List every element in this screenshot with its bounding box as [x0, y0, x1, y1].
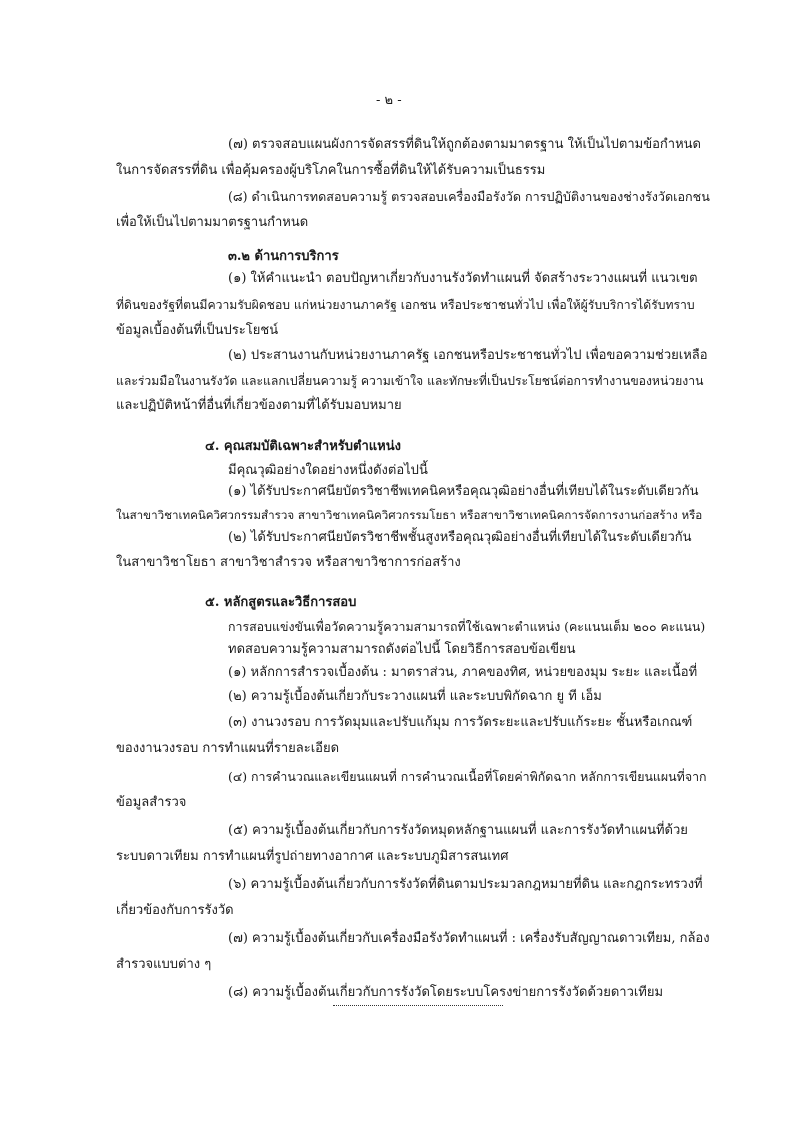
item-7-line-2: ในการจัดสรรที่ดิน เพื่อคุ้มครองผู้บริโภคในการซื้อที่ดินให้ได้รับความเป็นธรรม	[116, 163, 546, 178]
section-5-intro-2: ทดสอบความรู้ความสามารถดังต่อไปนี้ โดยวิธีการสอบข้อเขียน	[228, 642, 576, 657]
exam-topic-7-line-1: (๗) ความรู้เบื้องต้นเกี่ยวกับเครื่องมือรังวัดทำแผนที่ : เครื่องรับสัญญาณดาวเทียม, กล้อง	[228, 931, 710, 946]
service-item-1-line-2: ที่ดินของรัฐที่ตนมีความรับผิดชอบ แก่หน่วยงานภาครัฐ เอกชน หรือประชาชนทั่วไป เพื่อให้ผู้รับบริการได้รับทราบ	[116, 298, 695, 312]
qualification-1-line-2: ในสาขาวิชาเทคนิควิศวกรรมสำรวจ สาขาวิชาเทคนิควิศวกรรมโยธา หรือสาขาวิชาเทคนิคการจัดการงานก่อสร้าง หรือ	[116, 508, 703, 522]
service-item-1-line-1: (๑) ให้คำแนะนำ ตอบปัญหาเกี่ยวกับงานรังวัดทำแผนที่ จัดสร้างระวางแผนที่ แนวเขต	[228, 271, 698, 286]
exam-topic-5-line-2: ระบบดาวเทียม การทำแผนที่รูปถ่ายทางอากาศ และระบบภูมิสารสนเทศ	[116, 849, 509, 864]
page-number: - ๒ -	[376, 93, 402, 108]
service-item-1-line-3: ข้อมูลเบื้องต้นที่เป็นประโยชน์	[116, 323, 279, 338]
section-5-intro-1: การสอบแข่งขันเพื่อวัดความรู้ความสามารถที่ใช้เฉพาะตำแหน่ง (คะแนนเต็ม ๒๐๐ คะแนน)	[228, 619, 706, 634]
qualification-1-line-1: (๑) ได้รับประกาศนียบัตรวิชาชีพเทคนิคหรือคุณวุฒิอย่างอื่นที่เทียบได้ในระดับเดียวกัน	[228, 484, 699, 499]
exam-topic-6-line-1: (๖) ความรู้เบื้องต้นเกี่ยวกับการรังวัดที่ดินตามประมวลกฎหมายที่ดิน และกฎกระทรวงที่	[228, 877, 703, 892]
exam-topic-4-line-1: (๔) การคำนวณและเขียนแผนที่ การคำนวณเนื้อที่โดยค่าพิกัดฉาก หลักการเขียนแผนที่จาก	[228, 769, 707, 784]
section-5-heading: ๕. หลักสูตรและวิธีการสอบ	[205, 595, 357, 610]
exam-topic-1: (๑) หลักการสำรวจเบื้องต้น : มาตราส่วน, ภาคของทิศ, หน่วยของมุม ระยะ และเนื้อที่	[228, 665, 698, 680]
exam-topic-3-line-1: (๓) งานวงรอบ การวัดมุมและปรับแก้มุม การวัดระยะและปรับแก้ระยะ ชั้นหรือเกณฑ์	[228, 715, 693, 730]
exam-topic-7-line-2: สำรวจแบบต่าง ๆ	[116, 957, 212, 972]
service-item-2-line-3: และปฏิบัติหน้าที่อื่นที่เกี่ยวข้องตามที่ได้รับมอบหมาย	[116, 398, 402, 413]
exam-topic-8-line: (๘) ความรู้เบื้องต้นเกี่ยวกับการรังวัดโดยระบบโครงข่ายการรังวัดด้วยดาวเทียม	[228, 985, 664, 1000]
item-8-line-1: (๘) ดำเนินการทดสอบความรู้ ตรวจสอบเครื่องมือรังวัด การปฏิบัติงานของช่างรังวัดเอกชน	[228, 189, 710, 204]
service-item-2-line-1: (๒) ประสานงานกับหน่วยงานภาครัฐ เอกชนหรือประชาชนทั่วไป เพื่อขอความช่วยเหลือ	[228, 348, 708, 363]
qualification-2-line-2: ในสาขาวิชาโยธา สาขาวิชาสำรวจ หรือสาขาวิชาการก่อสร้าง	[116, 555, 461, 570]
exam-topic-3-line-2: ของงานวงรอบ การทำแผนที่รายละเอียด	[116, 741, 340, 756]
exam-topic-2: (๒) ความรู้เบื้องต้นเกี่ยวกับระวางแผนที่ และระบบพิกัดฉาก ยู ที เอ็ม	[228, 689, 602, 704]
item-8-line-2: เพื่อให้เป็นไปตามมาตรฐานกำหนด	[116, 215, 309, 230]
exam-topic-5-line-1: (๕) ความรู้เบื้องต้นเกี่ยวกับการรังวัดหมุดหลักฐานแผนที่ และการรังวัดทำแผนที่ด้วย	[228, 823, 688, 838]
section-4-heading: ๔. คุณสมบัติเฉพาะสำหรับตำแหน่ง	[205, 439, 401, 454]
section-4-intro: มีคุณวุฒิอย่างใดอย่างหนึ่งดังต่อไปนี้	[228, 463, 428, 478]
exam-topic-4-line-2: ข้อมูลสำรวจ	[116, 795, 187, 810]
service-item-2-line-2: และร่วมมือในงานรังวัด และแลกเปลี่ยนความรู้ ความเข้าใจ และทักษะที่เป็นประโยชน์ต่อการทำงานของหน่วยงาน	[116, 374, 704, 388]
qualification-2-line-1: (๒) ได้รับประกาศนียบัตรวิชาชีพชั้นสูงหรือคุณวุฒิอย่างอื่นที่เทียบได้ในระดับเดียวกัน	[228, 530, 692, 545]
section-3-2-heading: ๓.๒ ด้านการบริการ	[228, 249, 339, 264]
end-dotted-line	[333, 1005, 503, 1006]
exam-topic-6-line-2: เกี่ยวข้องกับการรังวัด	[116, 903, 234, 918]
item-7-line-1: (๗) ตรวจสอบแผนผังการจัดสรรที่ดินให้ถูกต้องตามมาตรฐาน ให้เป็นไปตามข้อกำหนด	[228, 137, 701, 152]
